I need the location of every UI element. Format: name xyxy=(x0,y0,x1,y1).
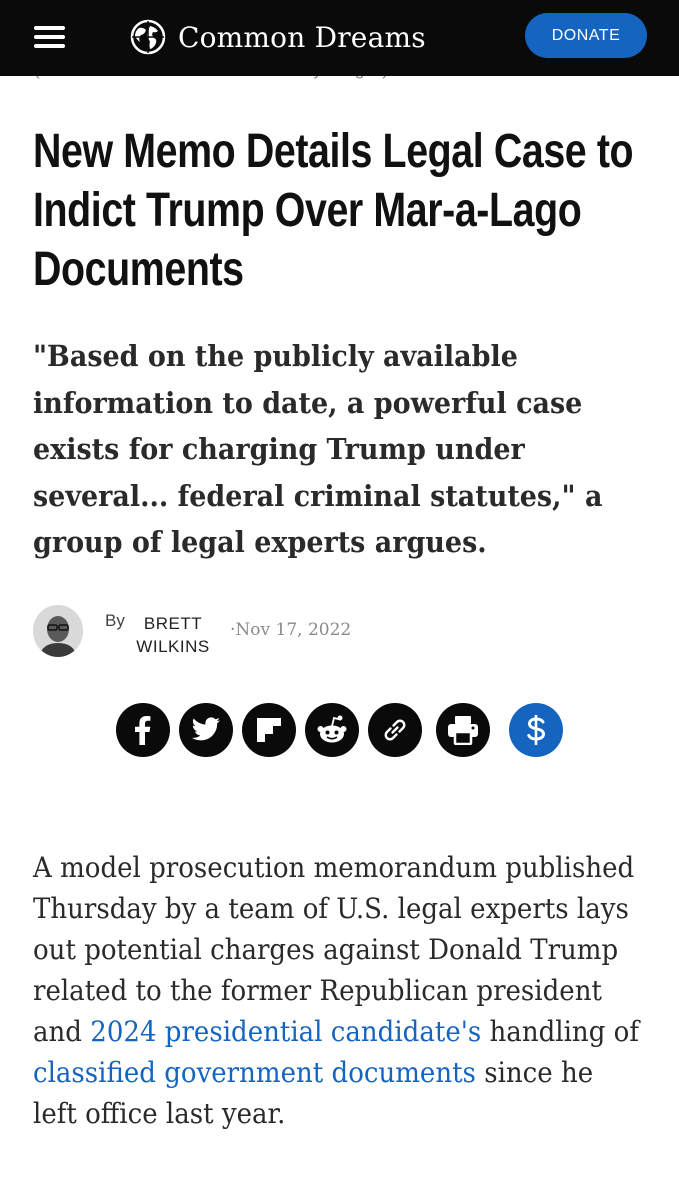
globe-icon xyxy=(130,19,166,55)
publish-date: ·Nov 17, 2022 xyxy=(230,620,352,640)
article-dek: "Based on the publicly available information to date, a powerful case exists for charging Trump under several... federal criminal statutes," a group of legal experts argues. xyxy=(33,339,603,559)
top-navigation-bar xyxy=(0,0,679,76)
brand-name: Common Dreams xyxy=(178,20,426,54)
by-label: By xyxy=(105,611,125,630)
author-avatar[interactable] xyxy=(33,605,83,657)
article-body-paragraph xyxy=(33,847,642,1134)
print-icon[interactable] xyxy=(436,703,490,757)
body-text-segment: since he left office last year. xyxy=(33,1056,594,1130)
site-logo[interactable] xyxy=(130,15,426,59)
candidate-link[interactable]: 2024 presidential candidate's xyxy=(90,1015,482,1048)
body-text-segment: handling of xyxy=(481,1015,639,1048)
link-icon[interactable] xyxy=(368,703,422,757)
hamburger-menu-icon[interactable] xyxy=(34,24,66,50)
byline xyxy=(33,603,633,659)
author-photo-icon xyxy=(33,605,83,657)
article-headline: New Memo Details Legal Case to Indict Trump Over Mar-a-Lago Documents xyxy=(33,125,634,296)
share-bar xyxy=(0,703,679,759)
donate-dollar-icon[interactable] xyxy=(509,703,563,757)
flipboard-icon[interactable] xyxy=(242,703,296,757)
reddit-icon[interactable] xyxy=(305,703,359,757)
classified-documents-link[interactable]: classified government documents xyxy=(33,1056,476,1089)
facebook-icon[interactable] xyxy=(116,703,170,757)
body-text-segment: A model prosecution memorandum published Thursday by a team of U.S. legal experts lays out potential charges against Donald Trump related to the former Republican president and xyxy=(33,851,635,1048)
donate-button[interactable]: DONATE xyxy=(525,13,647,58)
author-name[interactable]: BRETT WILKINS xyxy=(136,614,210,656)
twitter-icon[interactable] xyxy=(179,703,233,757)
